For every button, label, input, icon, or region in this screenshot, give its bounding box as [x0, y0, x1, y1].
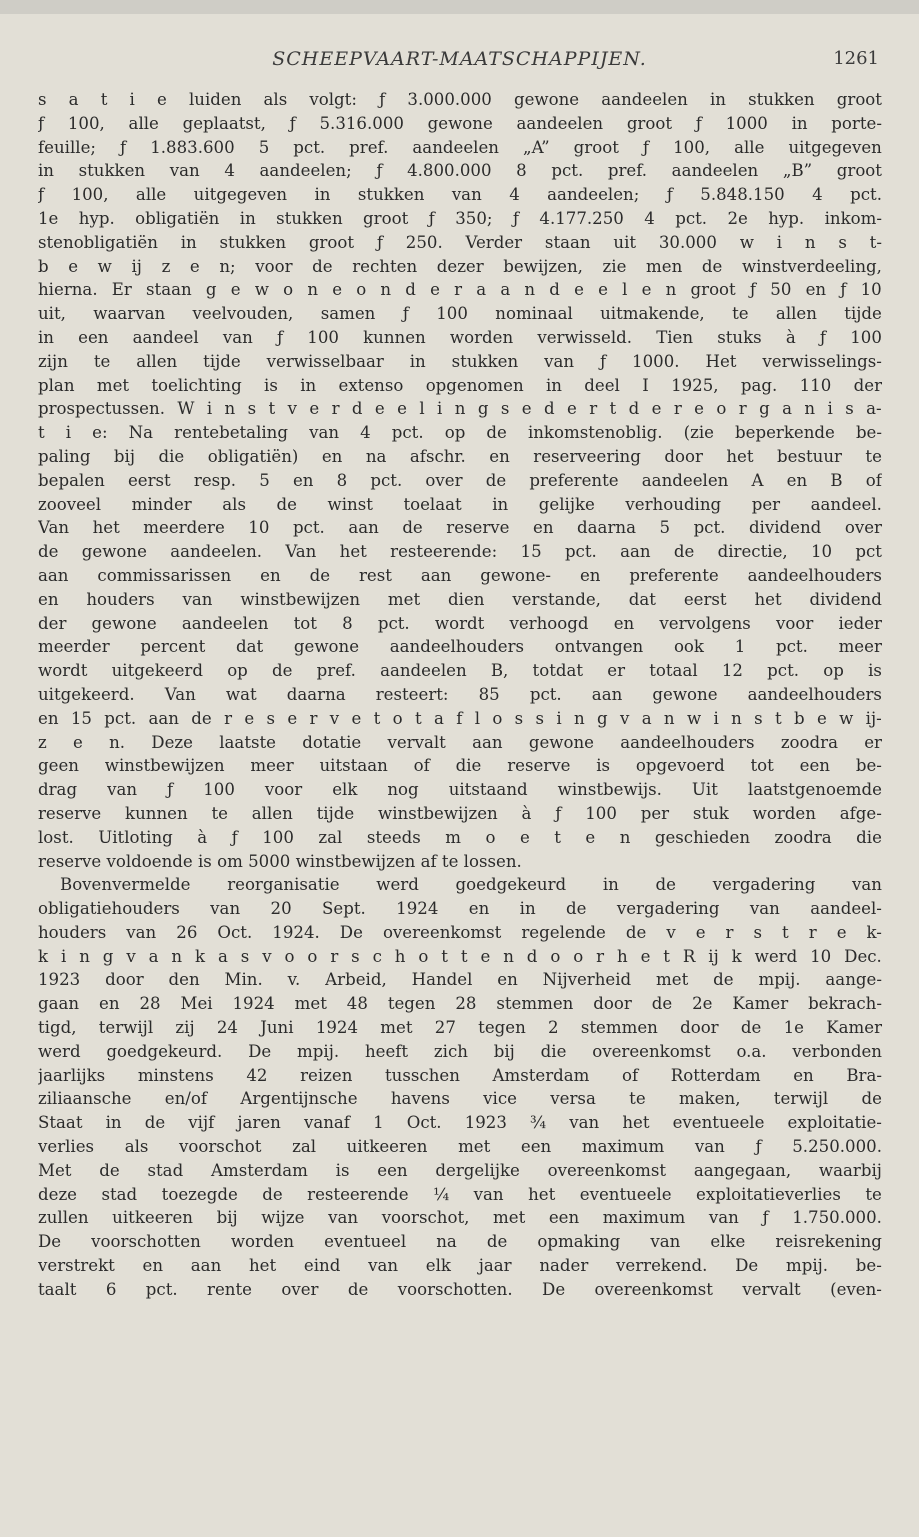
text-line: aan commissarissen en de rest aan gewone- en preferente aandeelhouders [38, 565, 882, 585]
text-line: drag van ƒ 100 voor elk nog uitstaand winstbewijs. Uit laatstgenoemde [38, 780, 882, 800]
text-line: reserve voldoende is om 5000 winstbewijzen af te lossen. [38, 851, 522, 871]
text-line: geen winstbewijzen meer uitstaan of die reserve is opgevoerd tot een be- [38, 756, 882, 776]
text-line: ƒ 100, alle geplaatst, ƒ 5.316.000 gewone aandeelen groot ƒ 1000 in porte- [38, 113, 882, 133]
body-text [38, 88, 882, 1302]
text-line: lost. Uitloting à ƒ 100 zal steeds m o e t e n geschieden zoodra die [38, 827, 882, 847]
text-line: deze stad toezegde de resteerende ¼ van het eventueele exploitatieverlies te [38, 1184, 882, 1204]
text-line: reserve kunnen te allen tijde winstbewijzen à ƒ 100 per stuk worden afge- [38, 803, 882, 823]
text-line: verstrekt en aan het eind van elk jaar nader verrekend. De mpij. be- [38, 1256, 882, 1276]
text-line: t i e: Na rentebetaling van 4 pct. op de inkomstenoblig. (zie beperkende be- [38, 423, 882, 443]
text-line: plan met toelichting is in extenso opgenomen in deel I 1925, pag. 110 der [38, 375, 882, 395]
text-line: in stukken van 4 aandeelen; ƒ 4.800.000 8 pct. pref. aandeelen „B” groot [38, 161, 882, 181]
text-line: b e w ij z e n; voor de rechten dezer bewijzen, zie men de winstverdeeling, [38, 256, 882, 276]
text-line: meerder percent dat gewone aandeelhouders ontvangen ook 1 pct. meer [38, 637, 882, 657]
page-number: 1261 [833, 48, 879, 69]
text-line: gaan en 28 Mei 1924 met 48 tegen 28 stemmen door de 2e Kamer bekrach- [38, 994, 882, 1014]
text-line: de gewone aandeelen. Van het resteerende: 15 pct. aan de directie, 10 pct [38, 542, 882, 562]
text-line: verlies als voorschot zal uitkeeren met een maximum van ƒ 5.250.000. [38, 1137, 882, 1157]
text-line: werd goedgekeurd. De mpij. heeft zich bij die overeenkomst o.a. verbonden [38, 1041, 882, 1061]
text-line: Van het meerdere 10 pct. aan de reserve en daarna 5 pct. dividend over [38, 518, 882, 538]
text-line: en houders van winstbewijzen met dien verstande, dat eerst het dividend [38, 589, 882, 609]
text-line: in een aandeel van ƒ 100 kunnen worden verwisseld. Tien stuks à ƒ 100 [38, 327, 882, 347]
text-line: s a t i e luiden als volgt: ƒ 3.000.000 gewone aandeelen in stukken groot [38, 90, 882, 109]
text-line: Bovenvermelde reorganisatie werd goedgekeurd in de vergadering van [60, 875, 882, 895]
running-title: SCHEEPVAART-MAATSCHAPPIJEN. [272, 48, 647, 70]
text-line: 1e hyp. obligatiën in stukken groot ƒ 350; ƒ 4.177.250 4 pct. 2e hyp. inkom- [38, 208, 882, 228]
text-line: ƒ 100, alle uitgegeven in stukken van 4 aandeelen; ƒ 5.848.150 4 pct. [38, 185, 882, 205]
text-line: De voorschotten worden eventueel na de opmaking van elke reisrekening [38, 1232, 882, 1252]
text-line: k i n g v a n k a s v o o r s c h o t t e n d o o r h e t R ij k werd 10 Dec. [38, 946, 882, 966]
text-line: 1923 door den Min. v. Arbeid, Handel en Nijverheid met de mpij. aange- [38, 970, 882, 990]
text-line: feuille; ƒ 1.883.600 5 pct. pref. aandeelen „A” groot ƒ 100, alle uitgegeven [38, 137, 882, 157]
text-line: Staat in de vijf jaren vanaf 1 Oct. 1923 ¾ van het eventueele exploitatie- [38, 1113, 882, 1133]
text-line: zullen uitkeeren bij wijze van voorschot, met een maximum van ƒ 1.750.000. [38, 1208, 882, 1228]
text-line: der gewone aandeelen tot 8 pct. wordt verhoogd en vervolgens voor ieder [38, 613, 882, 633]
text-line: tigd, terwijl zij 24 Juni 1924 met 27 tegen 2 stemmen door de 1e Kamer [38, 1018, 882, 1038]
text-line: uit, waarvan veelvouden, samen ƒ 100 nominaal uitmakende, te allen tijde [38, 304, 882, 324]
scan-top-edge [0, 0, 919, 14]
text-line: en 15 pct. aan de r e s e r v e t o t a f l o s s i n g v a n w i n s t b e w ij- [38, 708, 882, 728]
text-line: zooveel minder als de winst toelaat in gelijke verhouding per aandeel. [38, 494, 882, 514]
text-line: uitgekeerd. Van wat daarna resteert: 85 pct. aan gewone aandeelhouders [38, 684, 882, 704]
text-line: taalt 6 pct. rente over de voorschotten. De overeenkomst vervalt (even- [38, 1279, 882, 1299]
text-line: prospectussen. W i n s t v e r d e e l i n g s e d e r t d e r e o r g a n i s a- [38, 399, 882, 419]
text-line: stenobligatiën in stukken groot ƒ 250. Verder staan uit 30.000 w i n s t- [38, 232, 882, 252]
text-line: ziliaansche en/of Argentijnsche havens vice versa te maken, terwijl de [38, 1089, 882, 1109]
text-line: zijn te allen tijde verwisselbaar in stukken van ƒ 1000. Het verwisselings- [38, 351, 882, 371]
text-line: obligatiehouders van 20 Sept. 1924 en in de vergadering van aandeel- [38, 899, 882, 919]
text-line: bepalen eerst resp. 5 en 8 pct. over de preferente aandeelen A en B of [38, 470, 882, 490]
text-line: z e n. Deze laatste dotatie vervalt aan gewone aandeelhouders zoodra er [38, 732, 882, 752]
text-line: houders van 26 Oct. 1924. De overeenkomst regelende de v e r s t r e k- [38, 922, 882, 942]
text-line: paling bij die obligatiën) en na afschr. en reserveering door het bestuur te [38, 446, 882, 466]
text-line: Met de stad Amsterdam is een dergelijke overeenkomst aangegaan, waarbij [38, 1160, 882, 1180]
text-line: jaarlijks minstens 42 reizen tusschen Amsterdam of Rotterdam en Bra- [38, 1065, 882, 1085]
page-header [0, 48, 919, 78]
text-line: hierna. Er staan g e w o n e o n d e r a a n d e e l e n groot ƒ 50 en ƒ 10 [38, 280, 882, 300]
text-line: wordt uitgekeerd op de pref. aandeelen B, totdat er totaal 12 pct. op is [38, 661, 882, 681]
